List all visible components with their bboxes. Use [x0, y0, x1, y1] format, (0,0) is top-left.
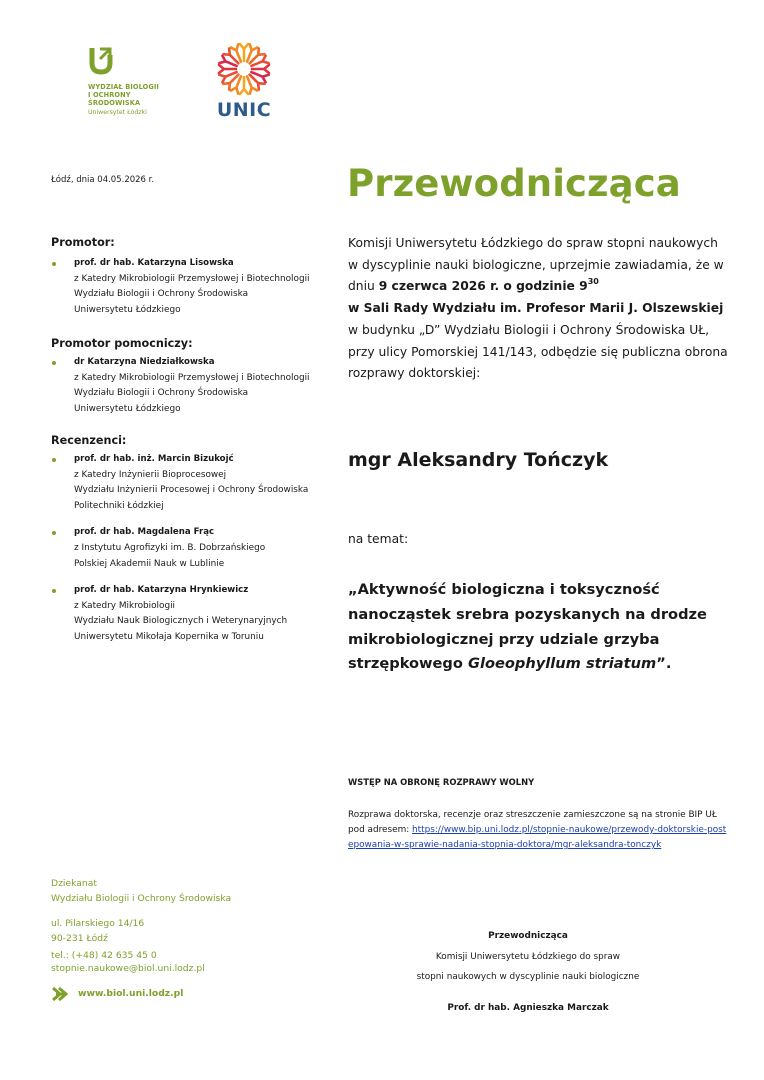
- person-affiliation-line: Wydziału Biologii i Ochrony Środowiska: [74, 388, 249, 399]
- person-affiliation-line: z Katedry Mikrobiologii Przemysłowej i Biotechnologii: [74, 372, 310, 383]
- faculty-logo-line-3: ŚRODOWISKA: [88, 99, 141, 107]
- announcement-intro: [348, 233, 728, 385]
- person-name: prof. dr hab. Katarzyna Lisowska: [74, 258, 234, 268]
- person-affiliation-line: Uniwersytetu Mikołaja Kopernika w Toruniu: [74, 631, 264, 642]
- person-affiliation-line: Wydziału Biologii i Ochrony Środowiska: [74, 289, 249, 300]
- unic-logo-text: UNIC: [216, 99, 272, 121]
- promotor-pomocniczy-list: [51, 355, 341, 417]
- recenzenci-list: [51, 452, 351, 646]
- person-affiliation-line: Wydziału Inżynierii Procesowej i Ochrony Środowiska: [74, 485, 309, 496]
- faculty-logo-university: Uniwersytet Łódzki: [88, 109, 147, 116]
- thesis-topic: [348, 578, 738, 677]
- footer-street: ul. Pilarskiego 14/16: [51, 918, 145, 929]
- footer-office-line-1: Dziekanat: [51, 878, 97, 889]
- bullet-icon: [52, 589, 56, 593]
- defense-time-minutes: 30: [587, 277, 599, 287]
- thesis-topic-species: Gloeophyllum striatum: [467, 655, 657, 673]
- thesis-topic-text: „Aktywność biologiczna i toksyczność nanocząstek srebra pozyskanych na drodze mikrobiologicznej przy udziale grzyba strzępkowego: [348, 581, 707, 673]
- page-title: Przewodnicząca: [347, 162, 681, 205]
- candidate-name: mgr Aleksandry Tończyk: [348, 449, 609, 471]
- signature-role: Przewodnicząca: [488, 931, 568, 941]
- bullet-icon: [52, 361, 56, 365]
- person-item: [51, 452, 351, 514]
- thesis-topic-end: ”.: [656, 655, 672, 673]
- bullet-icon: [52, 262, 56, 266]
- defense-date-time: 9 czerwca 2026 r. o godzinie 9: [378, 279, 588, 294]
- person-affiliation-line: z Katedry Mikrobiologii: [74, 600, 176, 611]
- person-item: [51, 525, 351, 572]
- promotor-section: [51, 236, 341, 318]
- faculty-logo: [88, 45, 178, 116]
- promotor-pomocniczy-heading: Promotor pomocniczy:: [51, 337, 193, 350]
- bullet-icon: [52, 531, 56, 535]
- free-entry-notice: WSTĘP NA OBRONĘ ROZPRAWY WOLNY: [348, 777, 535, 787]
- promotor-heading: Promotor:: [51, 236, 115, 249]
- person-affiliation-line: z Katedry Inżynierii Bioprocesowej: [74, 469, 227, 480]
- faculty-logo-line-1: WYDZIAŁ BIOLOGII: [88, 83, 159, 91]
- date-line: Łódź, dnia 04.05.2026 r.: [51, 175, 155, 185]
- faculty-logo-name: [88, 83, 178, 107]
- person-item: [51, 256, 341, 318]
- faculty-logo-line-2: I OCHRONY: [88, 91, 131, 99]
- bip-note: [348, 808, 728, 853]
- footer-website-link[interactable]: www.biol.uni.lodz.pl: [78, 988, 184, 999]
- defense-location: w Sali Rady Wydziału im. Profesor Marii J. Olszewskiej: [348, 301, 724, 316]
- intro-text-continued: w budynku „D” Wydziału Biologii i Ochrony Środowiska UŁ, przy ulicy Pomorskiej 141/143, odbędzie się publiczna obrona rozprawy doktorskiej:: [348, 322, 728, 381]
- person-affiliation-line: z Instytutu Agrofizyki im. B. Dobrzańskiego: [74, 542, 266, 553]
- faculty-logo-icon: [88, 45, 114, 77]
- on-topic-label: na temat:: [348, 532, 409, 546]
- recenzenci-section: [51, 434, 351, 646]
- person-item: [51, 355, 341, 417]
- signature-line-1: Komisji Uniwersytetu Łódzkiego do spraw: [435, 951, 621, 962]
- footer-office: [51, 876, 231, 906]
- person-name: prof. dr hab. inż. Marcin Bizukojć: [74, 454, 234, 464]
- person-name: prof. dr hab. Katarzyna Hrynkiewicz: [74, 585, 249, 596]
- bullet-icon: [52, 458, 56, 462]
- unic-logo: [215, 41, 273, 121]
- person-affiliation-line: Uniwersytetu Łódzkiego: [74, 304, 181, 315]
- person-item: [51, 583, 351, 645]
- promotor-list: [51, 256, 341, 318]
- bip-note-text: Rozprawa doktorska, recenzje oraz streszczenie zamieszczone są na stronie BIP UŁ pod adresem:: [348, 810, 717, 835]
- footer-email[interactable]: stopnie.naukowe@biol.uni.lodz.pl: [51, 963, 205, 974]
- person-affiliation-line: Uniwersytetu Łódzkiego: [74, 403, 181, 414]
- promotor-pomocniczy-section: [51, 337, 341, 417]
- person-affiliation-line: z Katedry Mikrobiologii Przemysłowej i Biotechnologii: [74, 273, 310, 284]
- person-affiliation-line: Polskiej Akademii Nauk w Lublinie: [74, 558, 225, 569]
- person-affiliation-line: Politechniki Łódzkiej: [74, 500, 164, 511]
- signature-name: Prof. dr hab. Agnieszka Marczak: [447, 1002, 609, 1013]
- person-name: dr Katarzyna Niedziałkowska: [74, 357, 215, 367]
- footer-address: [51, 916, 144, 946]
- intro-text: Komisji Uniwersytetu Łódzkiego do spraw stopni naukowych w dyscyplinie nauki biologiczne, uprzejmie zawiadamia, że w dniu: [348, 236, 724, 294]
- footer-office-line-2: Wydziału Biologii i Ochrony Środowiska: [51, 893, 232, 905]
- recenzenci-heading: Recenzenci:: [51, 434, 127, 447]
- bip-link[interactable]: https://www.bip.uni.lodz.pl/stopnie-naukowe/przewody-doktorskie-postepowania-w-sprawie-nadania-stopnia-doktora/mgr-aleksandra-tonczyk: [348, 825, 727, 850]
- arrow-right-icon: [50, 985, 68, 1003]
- signature-block: [328, 926, 728, 1018]
- person-name: prof. dr hab. Magdalena Frąc: [74, 527, 215, 538]
- footer-contact: [51, 949, 205, 975]
- signature-line-2: stopni naukowych w dyscyplinie nauki biologiczne: [416, 972, 640, 982]
- footer-city: 90-231 Łódź: [51, 933, 108, 945]
- person-affiliation-line: Wydziału Nauk Biologicznych i Weterynaryjnych: [74, 616, 288, 627]
- footer-phone: tel.: (+48) 42 635 45 0: [51, 950, 157, 961]
- unic-star-icon: [216, 41, 272, 97]
